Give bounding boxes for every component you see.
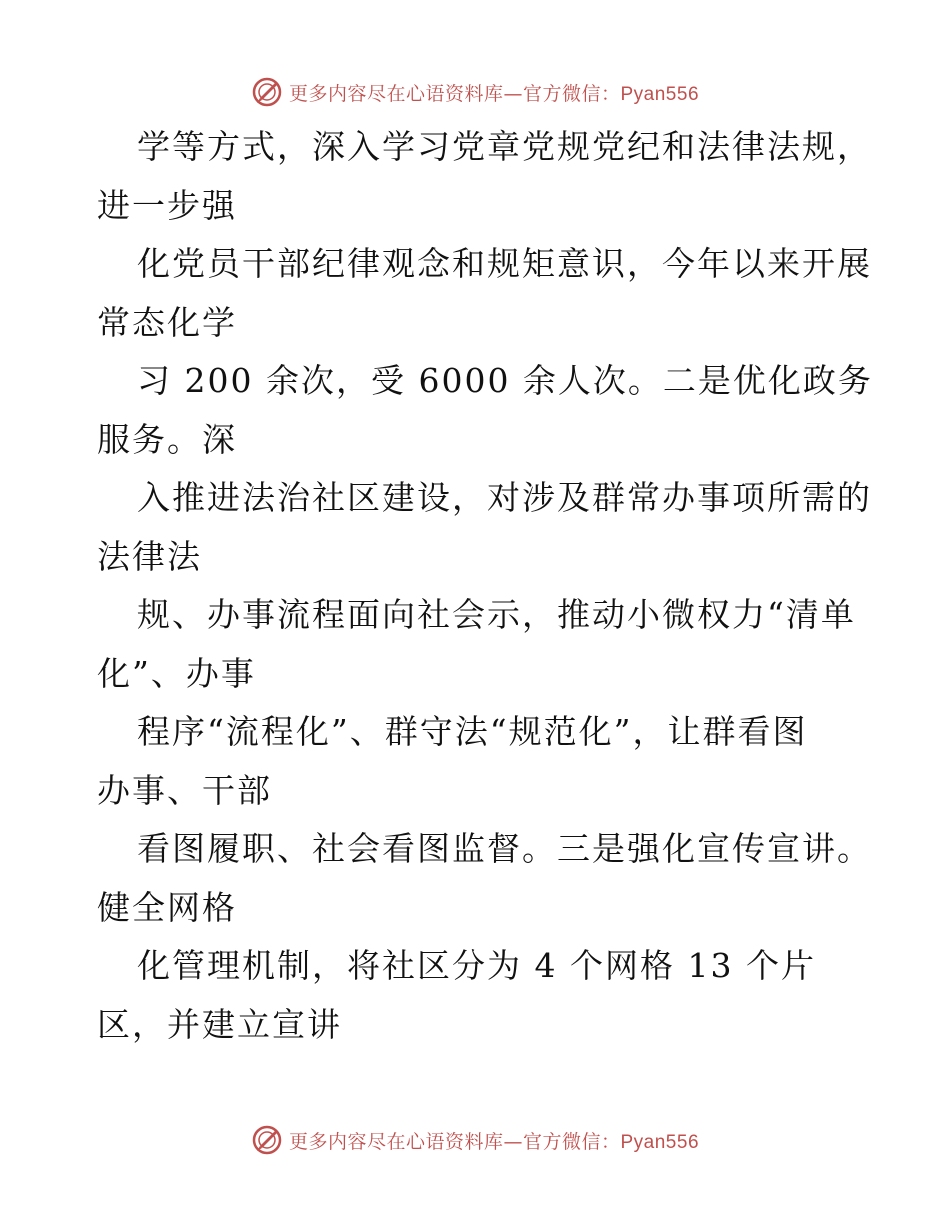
body-line: 法律法	[97, 536, 202, 576]
document-body	[97, 118, 877, 1054]
body-line: 学等方式，深入学习党章党规党纪和法律法规，	[137, 127, 872, 166]
seal-logo-icon	[251, 76, 283, 108]
body-line: 化”、办事	[97, 653, 256, 693]
watermark-group	[251, 1124, 699, 1156]
watermark-label: 更多内容尽在心语资料库—官方微信：	[288, 82, 621, 105]
footer-watermark	[0, 1120, 950, 1160]
watermark-text	[289, 1127, 699, 1154]
body-line: 健全网格	[97, 887, 237, 927]
body-line: 看图履职、社会看图监督。三是强化宣传宣讲。	[137, 829, 872, 868]
body-line: 程序“流程化”、群守法“规范化”，让群看图	[137, 712, 808, 751]
body-line: 入推进法治社区建设，对涉及群常办事项所需的	[137, 478, 872, 517]
body-line: 进一步强	[97, 185, 237, 225]
body-line: 常态化学	[97, 302, 237, 342]
body-line: 习 200 余次，受 6000 余人次。二是优化政务	[137, 361, 873, 400]
watermark-account: Pyan556	[620, 1131, 700, 1153]
body-line: 服务。深	[97, 419, 237, 459]
seal-logo-icon	[251, 1124, 283, 1156]
watermark-account: Pyan556	[620, 83, 700, 105]
body-line: 规、办事流程面向社会示，推动小微权力“清单	[137, 595, 856, 634]
watermark-text	[289, 79, 699, 106]
watermark-group	[251, 76, 699, 108]
watermark-label: 更多内容尽在心语资料库—官方微信：	[288, 1130, 621, 1153]
body-line: 办事、干部	[97, 770, 272, 810]
body-line: 化管理机制，将社区分为 4 个网格 13 个片	[137, 946, 816, 985]
body-line: 区，并建立宣讲	[97, 1004, 342, 1044]
body-line: 化党员干部纪律观念和规矩意识，今年以来开展	[137, 244, 872, 283]
header-watermark	[0, 72, 950, 112]
